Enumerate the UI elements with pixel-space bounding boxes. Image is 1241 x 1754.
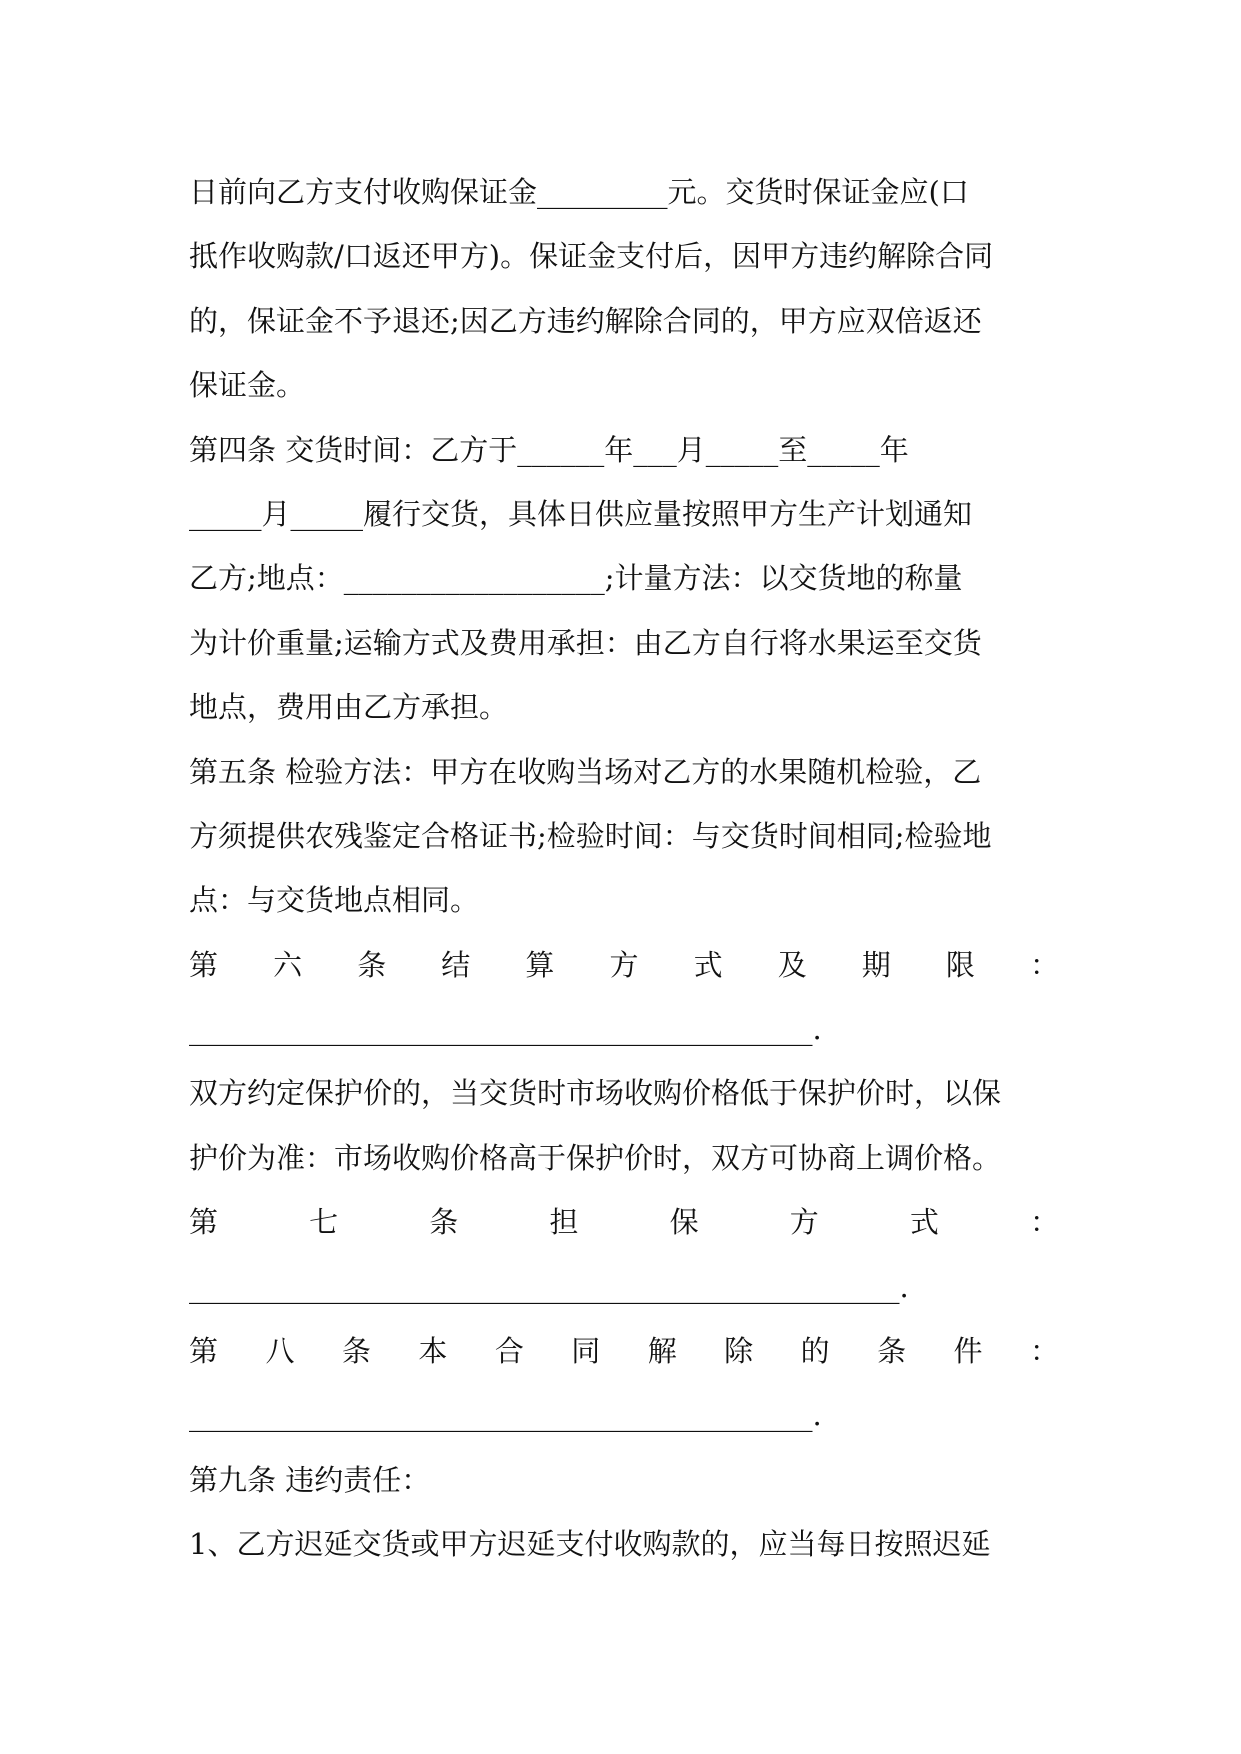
text-line: 乙方;地点：__________________;计量方法：以交货地的称量: [189, 561, 963, 596]
article-6-heading: 第 六 条 结 算 方 式 及 期 限 ：: [189, 947, 1059, 982]
article-9-heading: 第九条 违约责任：: [189, 1462, 431, 1497]
text-line: _____月_____履行交货，具体日供应量按照甲方生产计划通知: [189, 496, 973, 531]
text-line: 双方约定保护价的，当交货时市场收购价格低于保护价时，以保: [189, 1076, 1002, 1111]
text-line: 日前向乙方支付收购保证金_________元。交货时保证金应(口: [189, 175, 969, 209]
article-5-heading: 第五条 检验方法：甲方在收购当场对乙方的水果随机检验，乙: [189, 754, 982, 789]
blank-line: ___________________________________________.: [189, 1398, 822, 1433]
text-line: 1、乙方迟延交货或甲方迟延支付收购款的，应当每日按照迟延: [189, 1527, 991, 1562]
text-line: 保证金。: [189, 368, 306, 403]
article-7-heading: 第 七 条 担 保 方 式 ：: [189, 1205, 1059, 1240]
blank-line: ___________________________________________.: [189, 1012, 822, 1047]
text-line: 点：与交货地点相同。: [189, 883, 480, 918]
text-line: 护价为准：市场收购价格高于保护价时，双方可协商上调价格。: [189, 1140, 1002, 1175]
article-8-heading: 第 八 条 本 合 同 解 除 的 条 件 ：: [189, 1334, 1059, 1369]
text-line: 方须提供农残鉴定合格证书;检验时间：与交货时间相同;检验地: [189, 818, 992, 853]
article-4-heading: 第四条 交货时间：乙方于______年___月_____至_____年: [189, 432, 909, 467]
text-line: 的，保证金不予退还;因乙方违约解除合同的，甲方应双倍返还: [189, 303, 982, 338]
text-line: 抵作收购款/口返还甲方)。保证金支付后，因甲方违约解除合同: [189, 239, 994, 274]
document-body: [189, 160, 1059, 1577]
blank-line: _________________________________________________.: [189, 1269, 909, 1304]
text-line: 为计价重量;运输方式及费用承担：由乙方自行将水果运至交货: [189, 625, 982, 660]
text-line: 地点，费用由乙方承担。: [189, 690, 509, 725]
